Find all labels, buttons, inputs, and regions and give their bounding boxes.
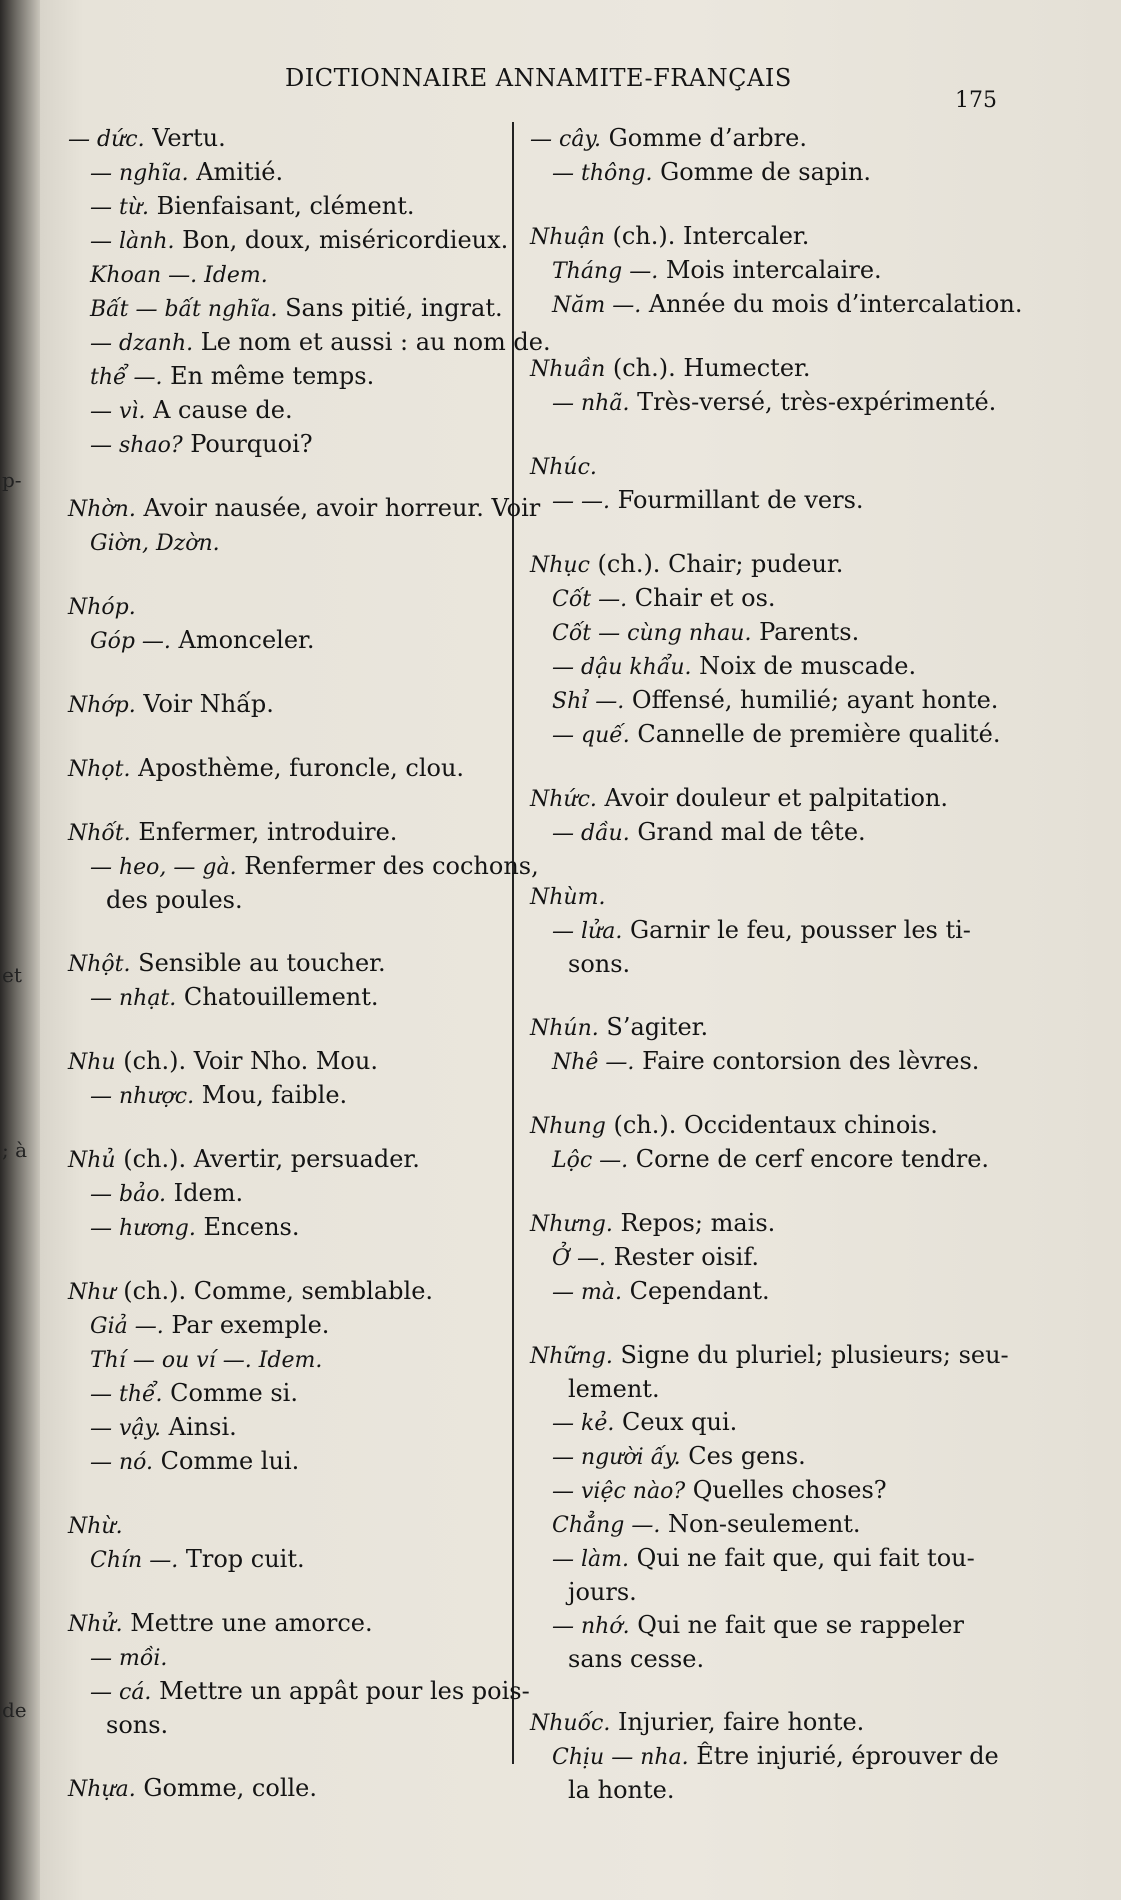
entry-subline — [530, 718, 1050, 752]
entry-definition: Idem. — [166, 1179, 244, 1207]
entry-headword: — cây. — [530, 127, 601, 152]
entry-subline — [530, 1275, 1050, 1309]
entry-headword: — heo, — gà. — [90, 855, 237, 880]
entry-definition: Vertu. — [144, 124, 226, 152]
entry-headline — [68, 1143, 498, 1177]
entry-subline — [530, 948, 1050, 981]
entry-headword: — người ấy. — [552, 1445, 681, 1470]
entry-subline — [530, 650, 1050, 684]
entry-subline — [68, 1079, 498, 1113]
entry-headline — [530, 1011, 1050, 1045]
entry-subline — [68, 1641, 498, 1675]
entry-definition: Sans pitié, ingrat. — [277, 294, 503, 322]
entry-definition: des poules. — [106, 886, 243, 914]
entry-headword: Nhức. — [530, 787, 597, 812]
edge-text: ; à — [2, 1138, 28, 1162]
entry-headword: — nhã. — [552, 391, 630, 416]
entry-subline — [68, 224, 509, 258]
entry-headline — [530, 548, 1050, 582]
entry-subline — [68, 1411, 498, 1445]
dictionary-entry — [68, 1143, 498, 1245]
entry-headword: Thí — ou ví —. Idem. — [90, 1348, 323, 1373]
entry-headword: Khoan —. Idem. — [90, 263, 268, 288]
entry-definition: (ch.). Occidentaux chinois. — [605, 1111, 938, 1139]
entry-definition: Chatouillement. — [176, 983, 379, 1011]
dictionary-entry — [530, 122, 1050, 190]
entry-headline — [68, 1607, 498, 1641]
dictionary-entry — [68, 688, 498, 722]
entry-headword: — vậy. — [90, 1416, 162, 1441]
column-divider — [512, 122, 514, 1764]
entry-definition: Gomme d’arbre. — [600, 124, 807, 152]
entry-subline — [68, 326, 551, 360]
entry-definition: Corne de cerf encore tendre. — [628, 1145, 990, 1173]
entry-subline — [68, 850, 539, 884]
dictionary-entry — [68, 1509, 498, 1577]
entry-headword: Nhột. — [68, 952, 131, 977]
entry-definition: Qui ne fait que, qui fait tou- — [629, 1544, 975, 1572]
entry-definition: S’agiter. — [598, 1013, 709, 1041]
edge-text: p- — [2, 468, 22, 492]
entry-definition: Injurier, faire honte. — [610, 1708, 865, 1736]
entry-headword: — nhớ. — [552, 1614, 630, 1639]
entry-definition: jours. — [568, 1578, 637, 1606]
entry-subline — [68, 190, 498, 224]
entry-subline — [530, 254, 1050, 288]
entry-headword: Tháng —. — [552, 259, 659, 284]
entry-headword: Nhúc. — [530, 455, 597, 480]
entry-subline — [530, 484, 1050, 518]
entry-headline — [530, 782, 1050, 816]
entry-headword: Lộc —. — [552, 1148, 629, 1173]
entry-headword: Nhựa. — [68, 1777, 136, 1802]
entry-definition: Le nom et aussi : au nom de. — [193, 328, 551, 356]
entry-definition: Cannelle de première qualité. — [629, 720, 1001, 748]
entry-subline — [68, 292, 503, 326]
entry-headword: — mà. — [552, 1280, 622, 1305]
page-title: DICTIONNAIRE ANNAMITE-FRANÇAIS — [285, 64, 792, 92]
entry-subline — [68, 1211, 498, 1245]
entry-headword: — dzanh. — [90, 331, 194, 356]
entry-definition: Mettre un appât pour les pois- — [151, 1677, 530, 1705]
entry-headword: Nhung — [530, 1114, 606, 1139]
entry-subline — [530, 816, 1050, 850]
right-column — [530, 122, 1050, 1837]
entry-headword: — làm. — [552, 1547, 629, 1572]
entry-headline — [68, 816, 498, 850]
entry-definition: sons. — [106, 1711, 169, 1739]
dictionary-entry — [68, 122, 551, 462]
entry-definition: Cependant. — [621, 1277, 770, 1305]
entry-definition: Gomme, colle. — [135, 1774, 318, 1802]
entry-headword: Nhủ — [68, 1148, 116, 1173]
entry-headword: Nhuần — [530, 357, 606, 382]
entry-headword: — dậu khẩu. — [552, 655, 692, 680]
entry-definition: Sensible au toucher. — [130, 949, 386, 977]
entry-definition: Être injurié, éprouver de — [688, 1742, 999, 1770]
entry-headword: Nhún. — [530, 1016, 599, 1041]
entry-definition: (ch.). Chair; pudeur. — [589, 550, 844, 578]
entry-definition: Année du mois d’intercalation. — [641, 290, 1023, 318]
entry-subline — [68, 258, 498, 292]
entry-subline — [68, 156, 498, 190]
entry-headword: Nhớp. — [68, 693, 136, 718]
entry-subline — [530, 616, 1050, 650]
entry-definition: Enfermer, introduire. — [130, 818, 398, 846]
entry-subline — [530, 1143, 1050, 1177]
entry-subline — [530, 1740, 1050, 1774]
entry-headword: — mồi. — [90, 1646, 168, 1671]
entry-headword: Chín —. — [90, 1548, 179, 1573]
entry-headword: — dầu. — [552, 821, 630, 846]
entry-headword: Nhưng. — [530, 1212, 613, 1237]
entry-definition: Gomme de sapin. — [652, 158, 872, 186]
entry-headword: — dức. — [68, 127, 145, 152]
entry-headword: Nhuốc. — [530, 1711, 611, 1736]
entry-headline — [530, 220, 1050, 254]
entry-headword: Nhọt. — [68, 757, 131, 782]
entry-headword: — bảo. — [90, 1182, 167, 1207]
dictionary-entry — [530, 450, 1050, 518]
entry-headline — [530, 122, 1050, 156]
entry-definition: lement. — [568, 1375, 660, 1403]
entry-definition: Par exemple. — [163, 1311, 330, 1339]
entry-headword: — vì. — [90, 399, 146, 424]
dictionary-entry — [68, 1607, 530, 1742]
entry-subline — [68, 884, 498, 917]
entry-headword: Góp —. — [90, 629, 171, 654]
entry-subline — [68, 394, 498, 428]
entry-headword: — nó. — [90, 1450, 154, 1475]
entry-subline — [68, 1709, 498, 1742]
entry-headword: Như — [68, 1280, 116, 1305]
left-column — [68, 122, 551, 1836]
entry-definition: (ch.). Intercaler. — [604, 222, 810, 250]
entry-definition: Mou, faible. — [194, 1081, 348, 1109]
entry-headword: — —. — [552, 489, 610, 514]
dictionary-entry — [68, 752, 498, 786]
entry-headline — [530, 1109, 1050, 1143]
entry-definition: Renfermer des cochons, — [236, 852, 539, 880]
entry-definition: A cause de. — [145, 396, 293, 424]
entry-headword: Chẳng —. — [552, 1513, 661, 1538]
entry-definition: Très-versé, très-expérimenté. — [629, 388, 997, 416]
entry-definition: (ch.). Voir Nho. Mou. — [115, 1047, 378, 1075]
dictionary-entry — [530, 548, 1050, 752]
entry-definition: (ch.). Humecter. — [605, 354, 811, 382]
entry-headword: Cốt — cùng nhau. — [552, 621, 752, 646]
entry-subline — [68, 1445, 498, 1479]
entry-definition: Amitié. — [188, 158, 284, 186]
entry-definition: Mois intercalaire. — [658, 256, 882, 284]
entry-definition: Offensé, humilié; ayant honte. — [624, 686, 999, 714]
entry-headline — [530, 352, 1050, 386]
entry-headword: — nghĩa. — [90, 161, 189, 186]
entry-headword: — lửa. — [552, 919, 623, 944]
entry-headword: — từ. — [90, 195, 149, 220]
dictionary-entry — [68, 947, 498, 1015]
entry-definition: Comme lui. — [153, 1447, 300, 1475]
entry-subline — [530, 1508, 1050, 1542]
entry-headword: thể —. — [90, 365, 163, 390]
entry-headword: Nhừ. — [68, 1514, 123, 1539]
entry-definition: Fourmillant de vers. — [610, 486, 864, 514]
entry-headword: — hương. — [90, 1216, 196, 1241]
entry-definition: Chair et os. — [627, 584, 776, 612]
dictionary-entry — [68, 816, 539, 917]
entry-headline — [530, 450, 1050, 484]
entry-headline — [68, 590, 498, 624]
entry-headline — [68, 947, 498, 981]
entry-definition: (ch.). Comme, semblable. — [115, 1277, 434, 1305]
entry-headword: Nhu — [68, 1050, 116, 1075]
dictionary-entry — [68, 1275, 498, 1479]
entry-headword: — việc nào? — [552, 1479, 686, 1504]
entry-subline — [530, 1241, 1050, 1275]
entry-headline — [68, 1509, 498, 1543]
entry-headline — [68, 1045, 498, 1079]
entry-definition: Bon, doux, miséricordieux. — [174, 226, 509, 254]
entry-headword: Giờn, Dzờn. — [90, 531, 220, 556]
dictionary-entry — [530, 1706, 1050, 1807]
dictionary-entry — [530, 1207, 1050, 1309]
entry-definition: Ceux qui. — [614, 1408, 738, 1436]
entry-subline — [68, 624, 498, 658]
entry-headword: — cá. — [90, 1680, 152, 1705]
entry-headword: Chịu — nha. — [552, 1745, 689, 1770]
entry-subline — [530, 386, 1050, 420]
entry-headword: — thông. — [552, 161, 653, 186]
entry-definition: Noix de muscade. — [691, 652, 917, 680]
dictionary-entry — [530, 1011, 1050, 1079]
page-number: 175 — [955, 88, 997, 113]
page-header — [40, 58, 1121, 113]
entry-headword: — shao? — [90, 433, 183, 458]
entry-headline — [68, 492, 541, 526]
entry-headword: Bất — bất nghĩa. — [90, 297, 278, 322]
entry-subline — [530, 1643, 1050, 1676]
entry-headline — [530, 1207, 1050, 1241]
entry-subline — [68, 981, 498, 1015]
entry-definition: Amonceler. — [170, 626, 315, 654]
entry-subline — [530, 1609, 1050, 1643]
entry-headword: Những. — [530, 1344, 613, 1369]
entry-subline — [530, 1774, 1050, 1807]
edge-text: et — [2, 963, 22, 987]
entry-definition: Qui ne fait que se rappeler — [629, 1611, 964, 1639]
entry-definition: Avoir douleur et palpitation. — [596, 784, 949, 812]
entry-headword: Nhục — [530, 553, 590, 578]
entry-definition: Quelles choses? — [685, 1476, 887, 1504]
entry-subline — [530, 582, 1050, 616]
entry-definition: Signe du pluriel; plusieurs; seu- — [612, 1341, 1009, 1369]
entry-headword: Nhuận — [530, 225, 605, 250]
entry-definition: Non-seulement. — [660, 1510, 861, 1538]
entry-headline — [68, 1772, 498, 1806]
entry-subline — [68, 1343, 498, 1377]
dictionary-entry — [68, 590, 498, 658]
entry-subline — [68, 1309, 498, 1343]
entry-headword: Nhử. — [68, 1612, 123, 1637]
entry-headline — [68, 752, 498, 786]
entry-headword: Nhùm. — [530, 885, 606, 910]
dictionary-entry — [530, 1339, 1050, 1676]
entry-definition: Ces gens. — [680, 1442, 806, 1470]
entry-subline — [530, 1373, 1050, 1406]
entry-definition: la honte. — [568, 1776, 675, 1804]
entry-subline — [530, 288, 1050, 322]
entry-headline — [68, 122, 498, 156]
entry-headword: Giả —. — [90, 1314, 164, 1339]
entry-headword: Ở —. — [552, 1246, 607, 1271]
entry-definition: Encens. — [195, 1213, 300, 1241]
entry-headline — [68, 1275, 498, 1309]
entry-definition: Repos; mais. — [612, 1209, 776, 1237]
dictionary-page — [40, 0, 1121, 1900]
entry-headword: Nhốt. — [68, 821, 131, 846]
entry-definition: Bienfaisant, clément. — [149, 192, 415, 220]
entry-definition: En même temps. — [162, 362, 375, 390]
entry-subline — [530, 914, 1050, 948]
entry-headline — [530, 880, 1050, 914]
entry-headword: — quế. — [552, 723, 630, 748]
edge-text: de — [2, 1698, 27, 1722]
entry-subline — [530, 1440, 1050, 1474]
entry-subline — [68, 360, 498, 394]
entry-subline — [530, 1474, 1050, 1508]
entry-headline — [68, 688, 498, 722]
entry-definition: Trop cuit. — [178, 1545, 305, 1573]
entry-headword: Nhê —. — [552, 1050, 635, 1075]
entry-definition: Aposthème, furoncle, clou. — [130, 754, 465, 782]
entry-definition: Garnir le feu, pousser les ti- — [622, 916, 971, 944]
dictionary-entry — [530, 782, 1050, 850]
dictionary-entry — [530, 880, 1050, 981]
entry-subline — [530, 1542, 1050, 1576]
entry-headword: Năm —. — [552, 293, 642, 318]
entry-subline — [68, 1177, 498, 1211]
entry-headword: Nhóp. — [68, 595, 136, 620]
entry-definition: Ainsi. — [161, 1413, 237, 1441]
entry-subline — [68, 428, 498, 462]
entry-headword: Cốt —. — [552, 587, 628, 612]
entry-subline — [68, 526, 498, 560]
entry-definition: sans cesse. — [568, 1645, 705, 1673]
entry-subline — [68, 1675, 530, 1709]
entry-headline — [530, 1339, 1050, 1373]
entry-definition: Mettre une amorce. — [122, 1609, 373, 1637]
entry-headword: Nhờn. — [68, 497, 136, 522]
entry-headword: Shỉ —. — [552, 689, 625, 714]
entry-headword: — thể. — [90, 1382, 163, 1407]
dictionary-entry — [68, 1772, 498, 1806]
entry-headword: — kẻ. — [552, 1411, 615, 1436]
entry-definition: Rester oisif. — [606, 1243, 759, 1271]
entry-subline — [530, 1406, 1050, 1440]
entry-definition: Pourquoi? — [182, 430, 313, 458]
entry-definition: Faire contorsion des lèvres. — [634, 1047, 980, 1075]
dictionary-entry — [68, 492, 541, 560]
entry-definition: (ch.). Avertir, persuader. — [115, 1145, 420, 1173]
entry-headword: — nhạt. — [90, 986, 177, 1011]
dictionary-entry — [530, 1109, 1050, 1177]
entry-subline — [530, 1045, 1050, 1079]
entry-definition: sons. — [568, 950, 631, 978]
entry-subline — [530, 684, 1050, 718]
entry-definition: Parents. — [751, 618, 860, 646]
entry-subline — [530, 1576, 1050, 1609]
entry-definition: Grand mal de tête. — [629, 818, 866, 846]
entry-subline — [68, 1377, 498, 1411]
entry-subline — [530, 156, 1050, 190]
entry-definition: Avoir nausée, avoir horreur. Voir — [135, 494, 541, 522]
dictionary-entry — [530, 220, 1050, 322]
entry-definition: Voir Nhấp. — [135, 690, 274, 718]
entry-headword: — nhược. — [90, 1084, 195, 1109]
book-spine — [0, 0, 40, 1900]
entry-definition: Comme si. — [162, 1379, 298, 1407]
entry-headword: — lành. — [90, 229, 175, 254]
dictionary-entry — [530, 352, 1050, 420]
dictionary-entry — [68, 1045, 498, 1113]
entry-subline — [68, 1543, 498, 1577]
entry-headline — [530, 1706, 1050, 1740]
